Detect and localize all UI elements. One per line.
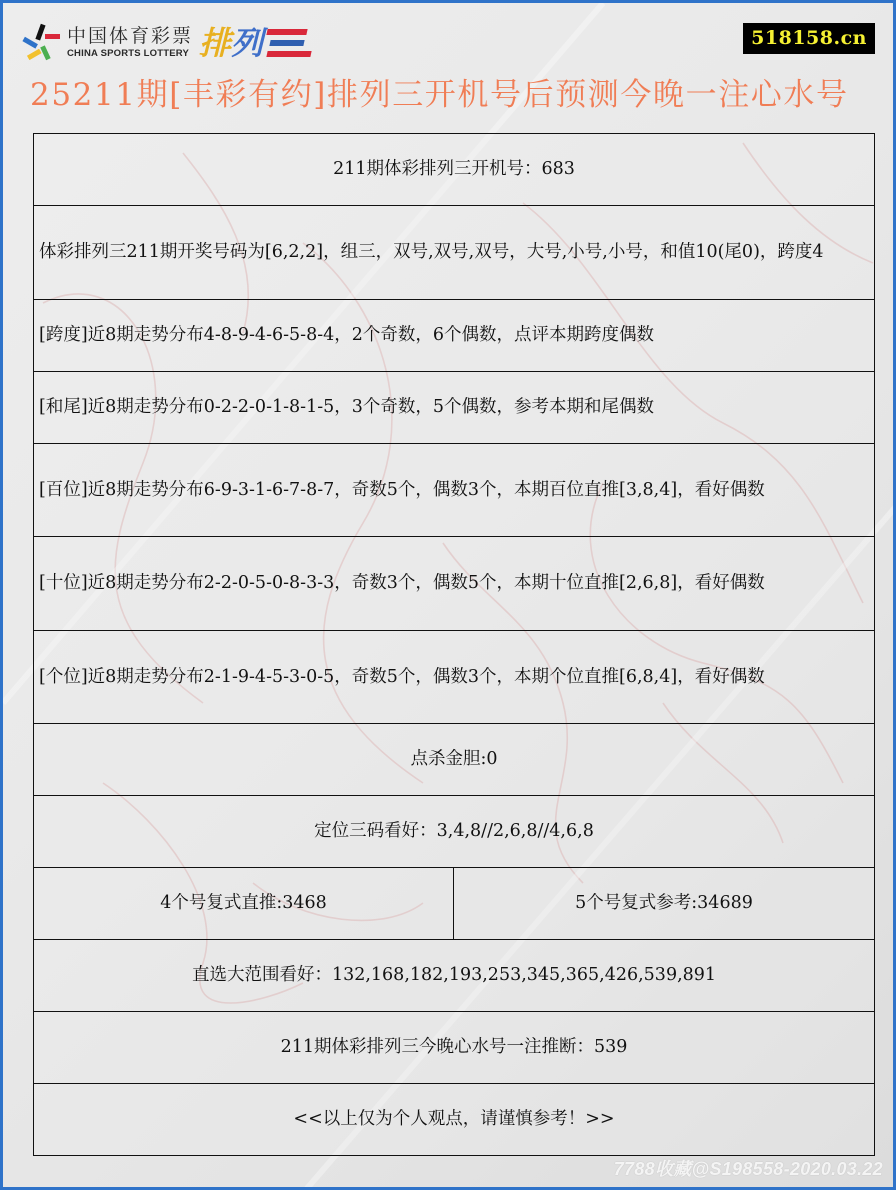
table-row-units-trend	[34, 631, 875, 724]
direct-range-cell: 直选大范围看好：132,168,182,193,253,345,365,426,539,891	[34, 940, 875, 1012]
tens-trend-cell: [十位]近8期走势分布2-2-0-5-0-8-3-3，奇数3个，偶数5个，本期十位直推[2,6,8]，看好偶数	[34, 537, 875, 631]
table-row-direct-range	[34, 940, 875, 1012]
product-logo-char-1: 排	[199, 24, 232, 62]
logo-chinese-text: 中国体育彩票	[67, 25, 194, 48]
span-trend-cell: [跨度]近8期走势分布4-8-9-4-6-5-8-4，2个奇数，6个偶数，点评本期跨度偶数	[34, 300, 875, 372]
product-logo-char-2: 列	[231, 24, 264, 62]
prediction-table	[33, 133, 875, 1156]
kill-gold-bile-cell: 点杀金胆:0	[34, 724, 875, 796]
table-row-single-pick	[34, 1012, 875, 1084]
product-logo-three-bars-icon	[267, 29, 311, 57]
site-domain-badge: 518158.cn	[743, 23, 875, 54]
china-sports-lottery-logo	[21, 21, 311, 65]
lottery-star-logo-icon	[21, 22, 63, 64]
disclaimer-cell: <<以上仅为个人观点，请谨慎参考！>>	[34, 1084, 875, 1156]
single-pick-cell: 211期体彩排列三今晚心水号一注推断：539	[34, 1012, 875, 1084]
draw-number-cell: 211期体彩排列三开机号：683	[34, 134, 875, 206]
table-row-hundreds-trend	[34, 444, 875, 537]
units-trend-cell: [个位]近8期走势分布2-1-9-4-5-3-0-5，奇数5个，偶数3个，本期个位直推[6,8,4]，看好偶数	[34, 631, 875, 724]
logo-english-text: CHINA SPORTS LOTTERY	[67, 48, 190, 60]
header	[3, 3, 893, 128]
page-title: 25211期[丰彩有约]排列三开机号后预测今晚一注心水号	[30, 77, 849, 113]
position-three-codes-cell: 定位三码看好：3,4,8//2,6,8//4,6,8	[34, 796, 875, 868]
table-row-draw-analysis	[34, 206, 875, 300]
table-row-compound-picks	[34, 868, 875, 940]
table-row-sum-tail-trend	[34, 372, 875, 444]
table-row-span-trend	[34, 300, 875, 372]
table-row-draw-number	[34, 134, 875, 206]
pailie3-product-logo	[199, 24, 311, 62]
table-row-disclaimer	[34, 1084, 875, 1156]
table-row-kill-gold-bile	[34, 724, 875, 796]
watermark: 7788收藏@S198558-2020.03.22	[613, 1159, 883, 1179]
draw-analysis-cell: 体彩排列三211期开奖号码为[6,2,2]，组三，双号,双号,双号，大号,小号,小号，和值10(尾0)，跨度4	[34, 206, 875, 300]
four-number-compound-cell: 4个号复式直推:3468	[34, 868, 454, 940]
table-row-position-three-codes	[34, 796, 875, 868]
table-row-tens-trend	[34, 537, 875, 631]
sum-tail-trend-cell: [和尾]近8期走势分布0-2-2-0-1-8-1-5，3个奇数，5个偶数，参考本期和尾偶数	[34, 372, 875, 444]
hundreds-trend-cell: [百位]近8期走势分布6-9-3-1-6-7-8-7，奇数5个，偶数3个，本期百位直推[3,8,4]，看好偶数	[34, 444, 875, 537]
five-number-compound-cell: 5个号复式参考:34689	[454, 868, 875, 940]
